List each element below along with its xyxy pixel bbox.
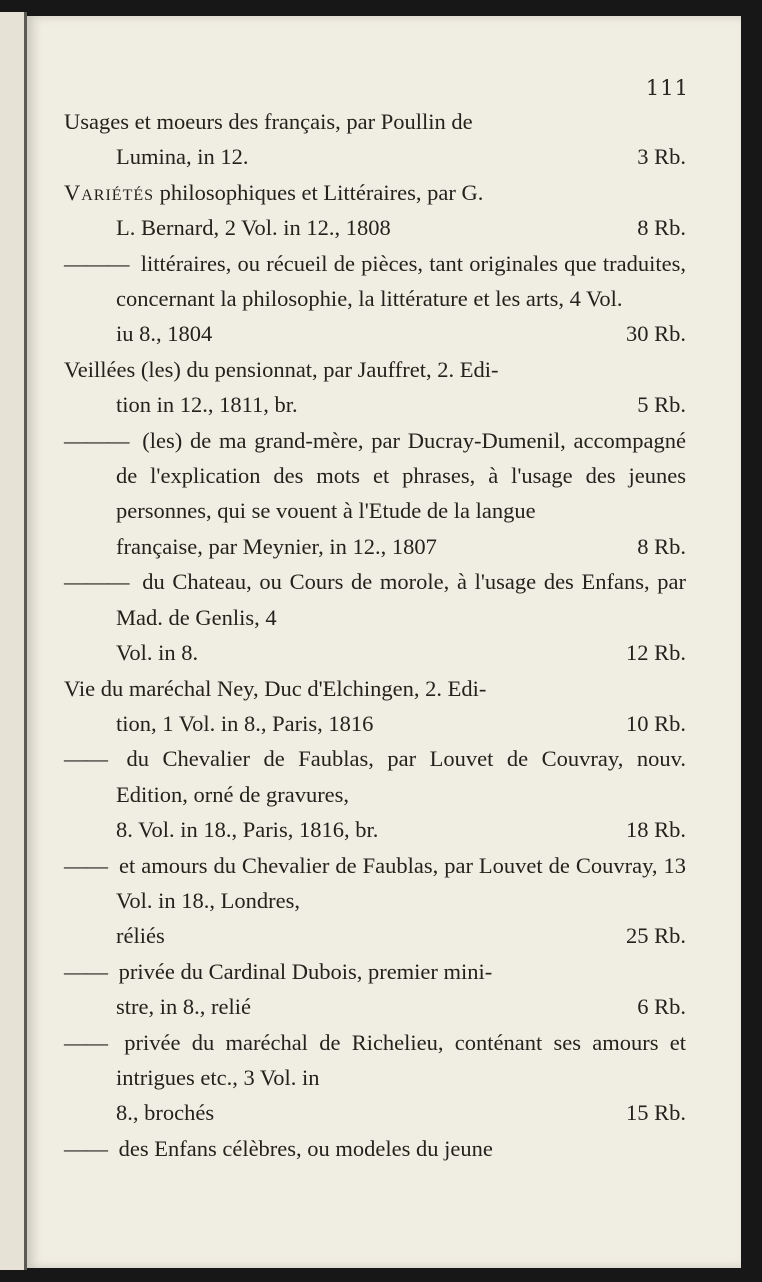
entry-text: des Enfans célèbres, ou modeles du jeune <box>118 1135 493 1161</box>
catalogue-entry <box>64 954 686 1025</box>
ditto-dash: —— <box>64 1135 107 1161</box>
entry-price: 15 Rb. <box>625 1100 686 1126</box>
entry-price: 30 Rb. <box>625 321 686 347</box>
entry-last-text: tion in 12., 1811, br. <box>116 392 298 418</box>
entry-last-line <box>116 989 686 1024</box>
entry-last-line <box>116 387 686 422</box>
entry-text: et amours du Chevalier de Faublas, par Louvet de Couvray, 13 Vol. in 18., Londres, <box>116 852 687 913</box>
catalogue-entry <box>64 564 686 670</box>
entry-last-text: stre, in 8., relié <box>116 994 251 1020</box>
entry-last-line <box>116 812 686 847</box>
catalogue-entry <box>64 423 686 565</box>
entry-price: 10 Rb. <box>625 710 686 736</box>
entry-price: 8 Rb. <box>637 215 686 241</box>
entry-last-text: L. Bernard, 2 Vol. in 12., 1808 <box>116 215 391 241</box>
ditto-dash: —— <box>64 852 107 878</box>
catalogue-entries <box>64 104 686 1166</box>
entry-last-line <box>116 529 686 564</box>
entry-last-line <box>116 139 686 174</box>
entry-last-line <box>116 706 686 741</box>
entry-price: 8 Rb. <box>637 533 686 559</box>
entry-price: 18 Rb. <box>625 817 686 843</box>
catalogue-entry <box>64 175 686 246</box>
ditto-dash: ——— <box>64 569 129 595</box>
catalogue-entry <box>64 671 686 742</box>
entry-last-text: iu 8., 1804 <box>116 321 213 347</box>
entry-text: du Chateau, ou Cours de morole, à l'usage des Enfans, par Mad. de Genlis, 4 <box>116 569 687 630</box>
entry-text: littéraires, ou récueil de pièces, tant originales que traduites, concernant la philosophie, la littérature et les arts, 4 Vol. <box>116 250 686 312</box>
catalogue-entry <box>64 104 686 175</box>
entry-last-text: Lumina, in 12. <box>116 144 249 170</box>
facing-page-edge <box>0 12 24 1270</box>
entry-last-text: tion, 1 Vol. in 8., Paris, 1816 <box>116 710 374 736</box>
entry-last-text: française, par Meynier, in 12., 1807 <box>116 533 437 559</box>
entry-headword: Variétés <box>64 179 155 205</box>
entry-text: Veillées (les) du pensionnat, par Jauffret, 2. Edi- <box>64 356 499 382</box>
catalogue-entry <box>64 1025 686 1131</box>
entry-text: (les) de ma grand-mère, par Ducray-Dumenil, accompagné de l'explication des mots et phrases, à l'usage des jeunes personnes, qui se vouent à l'Etude de la langue <box>116 427 686 524</box>
entry-last-text: 8., brochés <box>116 1100 215 1126</box>
catalogue-entry <box>64 848 686 954</box>
ditto-dash: —— <box>64 746 107 772</box>
ditto-dash: —— <box>64 1029 107 1055</box>
ditto-dash: ——— <box>64 250 129 276</box>
entry-last-line <box>116 635 686 670</box>
entry-last-line <box>116 210 686 245</box>
entry-last-text: Vol. in 8. <box>116 640 199 666</box>
catalogue-entry <box>64 1131 686 1166</box>
ditto-dash: —— <box>64 958 107 984</box>
entry-price: 25 Rb. <box>625 923 686 949</box>
entry-text: privée du Cardinal Dubois, premier mini- <box>118 958 493 984</box>
entry-text: privée du maréchal de Richelieu, conténant ses amours et intrigues etc., 3 Vol. in <box>116 1029 686 1090</box>
entry-price: 5 Rb. <box>637 392 686 418</box>
entry-price: 6 Rb. <box>637 994 686 1020</box>
catalogue-entry <box>64 741 686 847</box>
entry-last-text: 8. Vol. in 18., Paris, 1816, br. <box>116 817 379 843</box>
entry-text: du Chevalier de Faublas, par Louvet de Couvray, nouv. Edition, orné de gravures, <box>116 746 686 807</box>
catalogue-entry <box>64 246 686 352</box>
entry-text: philosophiques et Littéraires, par G. <box>159 179 484 205</box>
catalogue-entry <box>64 352 686 423</box>
entry-last-line <box>116 316 686 351</box>
entry-text: Usages et moeurs des français, par Poullin de <box>64 109 473 134</box>
entry-price: 12 Rb. <box>625 640 686 666</box>
entry-text: Vie du maréchal Ney, Duc d'Elchingen, 2. Edi- <box>64 675 487 701</box>
page-number: 111 <box>645 76 689 100</box>
entry-last-line <box>116 1095 686 1130</box>
entry-last-text: réliés <box>116 923 165 949</box>
ditto-dash: ——— <box>64 427 129 453</box>
entry-last-line <box>116 918 686 953</box>
entry-price: 3 Rb. <box>637 144 686 170</box>
